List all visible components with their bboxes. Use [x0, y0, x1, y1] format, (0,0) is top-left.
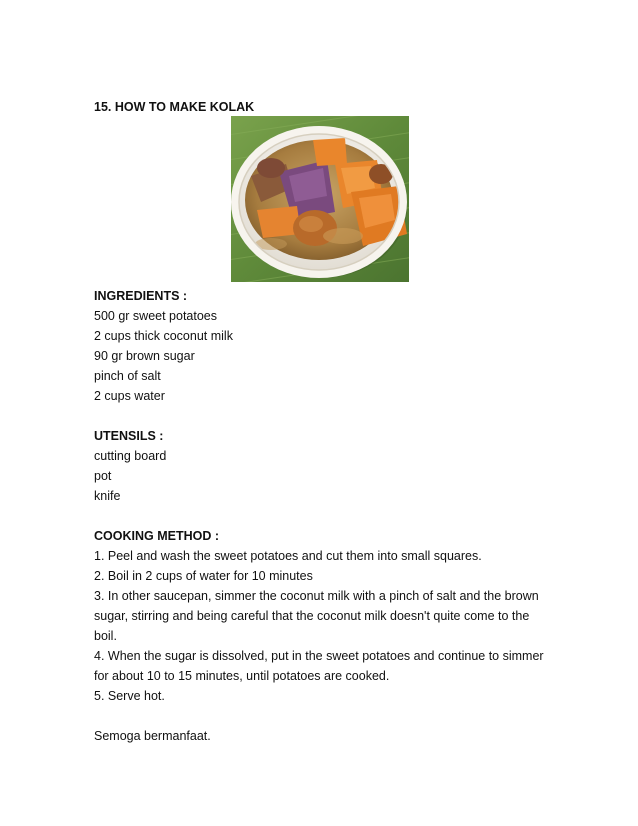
utensil-item: knife — [94, 489, 121, 503]
method-line: 5. Serve hot. — [94, 689, 165, 703]
ingredients-section — [94, 286, 233, 406]
ingredients-heading: INGREDIENTS : — [94, 289, 188, 303]
method-line: 3. In other saucepan, simmer the coconut milk with a pinch of salt and the brown — [94, 589, 539, 603]
method-line: 4. When the sugar is dissolved, put in the sweet potatoes and continue to simmer — [94, 649, 544, 663]
ingredient-item: 90 gr brown sugar — [94, 349, 195, 363]
utensils-section — [94, 426, 166, 506]
utensil-item: cutting board — [94, 449, 167, 463]
utensils-heading: UTENSILS : — [94, 429, 164, 443]
kolak-photo — [231, 116, 409, 282]
ingredient-item: pinch of salt — [94, 369, 161, 383]
method-line: 1. Peel and wash the sweet potatoes and cut them into small squares. — [94, 549, 482, 563]
kolak-photo-drawing — [231, 116, 409, 282]
method-line: boil. — [94, 629, 117, 643]
ingredient-item: 2 cups thick coconut milk — [94, 329, 233, 343]
page-title: 15. HOW TO MAKE KOLAK — [94, 100, 255, 114]
method-line: for about 10 to 15 minutes, until potatoes are cooked. — [94, 669, 390, 683]
cooking-method-section — [94, 526, 544, 706]
cooking-method-heading: COOKING METHOD : — [94, 529, 219, 543]
utensil-item: pot — [94, 469, 112, 483]
ingredient-item: 2 cups water — [94, 389, 165, 403]
method-line: 2. Boil in 2 cups of water for 10 minutes — [94, 569, 313, 583]
closing-text: Semoga bermanfaat. — [94, 729, 211, 743]
method-line: sugar, stirring and being careful that the coconut milk doesn't quite come to the — [94, 609, 530, 623]
ingredient-item: 500 gr sweet potatoes — [94, 309, 217, 323]
